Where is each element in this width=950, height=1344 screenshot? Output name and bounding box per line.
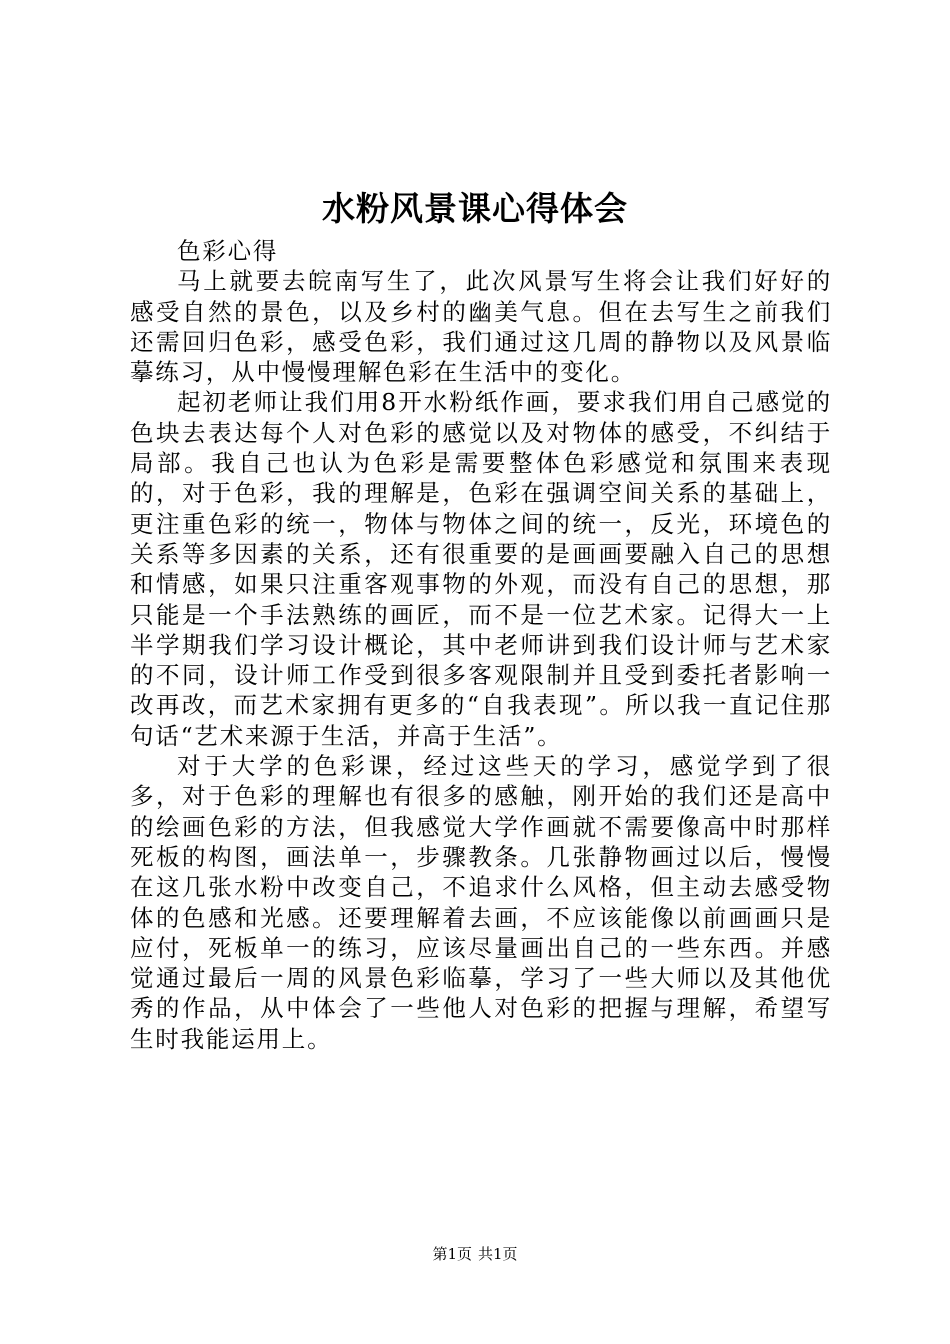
page-total: 共1页 <box>478 1245 518 1263</box>
paragraph: 起初老师让我们用8开水粉纸作画，要求我们用自己感觉的色块去表达每个人对色彩的感觉以及对物体的感受，不纠结于局部。我自己也认为色彩是需要整体色彩感觉和氛围来表现的，对于色彩，我的理解是，色彩在强调空间关系的基础上，更注重色彩的统一，物体与物体之间的统一，反光，环境色的关系等多因素的关系，还有很重要的是画画要融入自己的思想和情感，如果只注重客观事物的外观，而没有自己的思想，那只能是一个手法熟练的画匠，而不是一位艺术家。记得大一上半学期我们学习设计概论，其中老师讲到我们设计师与艺术家的不同，设计师工作受到很多客观限制并且受到委托者影响一改再改，而艺术家拥有更多的“自我表现”。所以我一直记住那句话“艺术来源于生活，并高于生活”。 <box>130 388 832 750</box>
page-number: 第1页 <box>432 1245 472 1263</box>
document-title: 水粉风景课心得体会 <box>322 189 628 228</box>
paragraph: 马上就要去皖南写生了，此次风景写生将会让我们好好的感受自然的景色，以及乡村的幽美气息。但在去写生之前我们还需回归色彩，感受色彩，我们通过这几周的静物以及风景临摹练习，从中慢慢理解色彩在生活中的变化。 <box>130 267 832 387</box>
page-footer <box>0 1243 950 1265</box>
section-heading: 色彩心得 <box>177 237 279 265</box>
document-body <box>130 236 832 1054</box>
paragraph: 对于大学的色彩课，经过这些天的学习，感觉学到了很多，对于色彩的理解也有很多的感触，刚开始的我们还是高中的绘画色彩的方法，但我感觉大学作画就不需要像高中时那样死板的构图，画法单一，步骤教条。几张静物画过以后，慢慢在这几张水粉中改变自己，不追求什么风格，但主动去感受物体的色感和光感。还要理解着去画，不应该能像以前画画只是应付，死板单一的练习，应该尽量画出自己的一些东西。并感觉通过最后一周的风景色彩临摹，学习了一些大师以及其他优秀的作品，从中体会了一些他人对色彩的把握与理解，希望写生时我能运用上。 <box>130 752 832 1053</box>
